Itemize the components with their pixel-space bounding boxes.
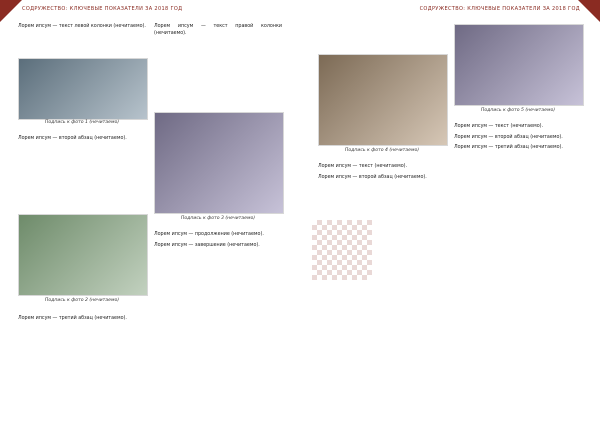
- article-text: [18, 24, 146, 31]
- photo: [18, 58, 148, 120]
- paragraph: Лорем ипсум — третий абзац (нечитаемо).: [18, 316, 127, 321]
- photo: [18, 214, 148, 296]
- page-header: СОДРУЖЕСТВО: КЛЮЧЕВЫЕ ПОКАЗАТЕЛИ ЗА 2018 ГОД: [22, 6, 183, 12]
- left-page-column-2: [154, 24, 282, 41]
- left-page-column-1: [18, 24, 146, 35]
- paragraph: Лорем ипсум — второй абзац (нечитаемо).: [454, 134, 563, 140]
- decorative-pattern: [312, 220, 372, 280]
- left-page-column-1b: [18, 136, 146, 147]
- paragraph: Лорем ипсум — завершение (нечитаемо).: [154, 242, 260, 248]
- paragraph: Лорем ипсум — второй абзац (нечитаемо).: [318, 174, 427, 180]
- paragraph: Лорем ипсум — продолжение (нечитаемо).: [154, 232, 264, 237]
- photo-caption: Подпись к фото 1 (нечитаемо): [44, 120, 120, 125]
- article-text: [18, 136, 146, 143]
- paragraph: Лорем ипсум — текст (нечитаемо).: [318, 164, 408, 169]
- right-page: [300, 0, 600, 424]
- photo-caption: Подпись к фото 5 (нечитаемо): [480, 108, 556, 113]
- photo-caption: Подпись к фото 2 (нечитаемо): [44, 298, 120, 303]
- photo-caption: Подпись к фото 3 (нечитаемо): [180, 216, 256, 221]
- page-header: СОДРУЖЕСТВО: КЛЮЧЕВЫЕ ПОКАЗАТЕЛИ ЗА 2018 ГОД: [419, 6, 580, 12]
- corner-accent: [0, 0, 22, 22]
- photo: [154, 112, 284, 214]
- right-page-column-1: [318, 164, 446, 185]
- paragraph: Лорем ипсум — третий абзац (нечитаемо).: [454, 145, 563, 150]
- article-text: [154, 24, 282, 37]
- paragraph: Лорем ипсум — текст правой колонки (нечитаемо).: [154, 24, 282, 36]
- corner-accent: [578, 0, 600, 22]
- left-page-column-2b: [154, 232, 282, 253]
- photo: [454, 24, 584, 106]
- photo-caption: Подпись к фото 4 (нечитаемо): [344, 148, 420, 153]
- article-text: [154, 232, 282, 249]
- paragraph: Лорем ипсум — текст (нечитаемо).: [454, 124, 544, 129]
- photo: [318, 54, 448, 146]
- article-text: [18, 316, 146, 323]
- article-text: [318, 164, 446, 181]
- left-page-column-1c: [18, 316, 146, 327]
- article-text: [454, 124, 582, 152]
- right-page-column-2: [454, 124, 582, 156]
- paragraph: Лорем ипсум — текст левой колонки (нечитаемо).: [18, 24, 146, 29]
- paragraph: Лорем ипсум — второй абзац (нечитаемо).: [18, 136, 127, 141]
